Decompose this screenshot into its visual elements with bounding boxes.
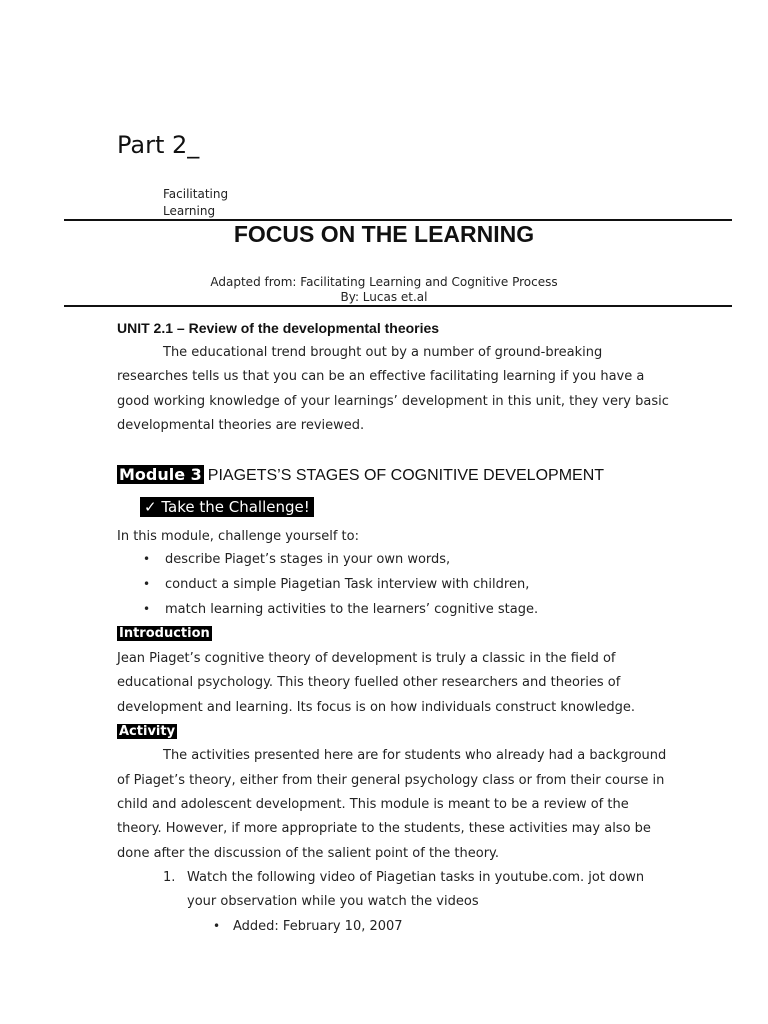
check-icon: ✓ <box>144 498 157 516</box>
activity-line: done after the discussion of the salient point of the theory. <box>117 846 500 861</box>
module-heading <box>117 465 604 485</box>
bullet-icon: • <box>213 919 221 933</box>
introduction-line: educational psychology. This theory fuelled other researchers and theories of <box>117 675 621 690</box>
module-badge: Module 3 <box>119 465 202 484</box>
subtitle-line-1: Facilitating <box>163 187 229 201</box>
adapted-from: Adapted from: Facilitating Learning and Cognitive Process <box>210 275 558 289</box>
unit-paragraph-line: The educational trend brought out by a number of ground-breaking <box>163 345 603 360</box>
activity-line: The activities presented here are for students who already had a background <box>163 748 667 763</box>
bullet-icon: • <box>143 602 151 616</box>
challenge-label: Take the Challenge! <box>161 498 310 516</box>
step-number: 1. <box>163 870 176 885</box>
unit-paragraph-line: good working knowledge of your learnings’ development in this unit, they very basic <box>117 394 669 409</box>
list-item-text: Added: February 10, 2007 <box>233 919 403 934</box>
unit-heading: UNIT 2.1 – Review of the developmental theories <box>117 320 440 336</box>
by-line: By: Lucas et.al <box>340 290 428 304</box>
unit-paragraph-line: developmental theories are reviewed. <box>117 418 365 433</box>
activity-line: of Piaget’s theory, either from their general psychology class or from their course in <box>117 773 665 788</box>
list-item-text: match learning activities to the learners’ cognitive stage. <box>165 602 539 617</box>
challenge-banner <box>140 497 314 517</box>
introduction-line: development and learning. Its focus is on how individuals construct knowledge. <box>117 700 636 715</box>
subtitle-line-2: Learning <box>163 204 216 218</box>
part-title: Part 2_ <box>117 131 200 159</box>
step-text-line-2: your observation while you watch the videos <box>187 894 479 909</box>
list-item-text: conduct a simple Piagetian Task interview with children, <box>165 577 530 592</box>
introduction-line: Jean Piaget’s cognitive theory of development is truly a classic in the field of <box>117 651 616 666</box>
activity-line: theory. However, if more appropriate to the students, these activities may also be <box>117 821 651 836</box>
header-rule-bottom <box>64 305 732 307</box>
bullet-icon: • <box>143 552 151 566</box>
challenge-intro: In this module, challenge yourself to: <box>117 529 359 544</box>
introduction-tag: Introduction <box>119 626 210 641</box>
list-item-text: describe Piaget’s stages in your own words, <box>165 552 451 567</box>
bullet-icon: • <box>143 577 151 591</box>
module-title: PIAGETS’S STAGES OF COGNITIVE DEVELOPMENT <box>207 467 605 484</box>
unit-paragraph-line: researches tells us that you can be an effective facilitating learning if you have a <box>117 369 645 384</box>
step-text-line-1: Watch the following video of Piagetian tasks in youtube.com. jot down <box>187 870 645 885</box>
activity-tag: Activity <box>119 724 176 739</box>
activity-line: child and adolescent development. This module is meant to be a review of the <box>117 797 629 812</box>
document-title: FOCUS ON THE LEARNING <box>233 221 535 247</box>
